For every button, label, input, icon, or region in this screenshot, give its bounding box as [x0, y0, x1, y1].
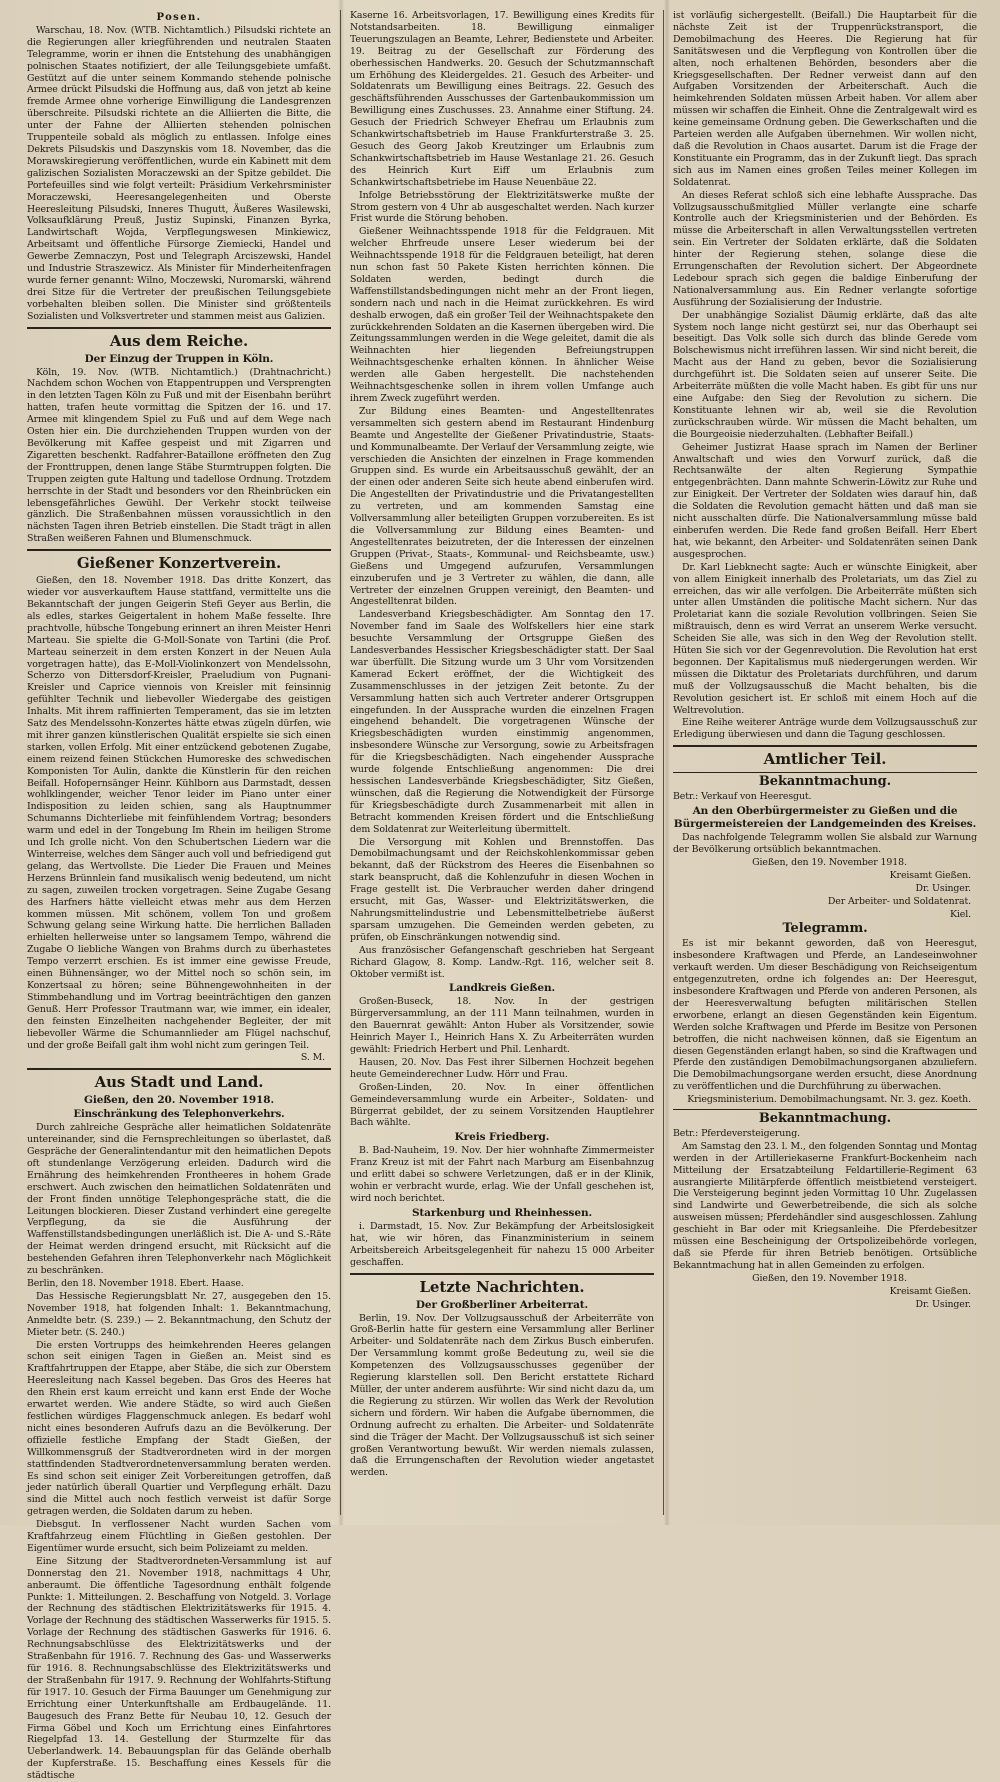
bekanntmachung-2-text: Am Samstag den 23. l. M., den folgenden Sonntag und Montag werden in der Artilleriekaserne Frankfurt-Bockenheim nach Mitteilung der Ersatzabteilung Feldartillerie-Regiment 63 ausrangierte Militärpferde öffentlich meistbietend versteigert. Die Versteigerung beginnt jeden Vormittag 10 Uhr. Zugelassen sind Landwirte und Gewerbetreibende, die sich als solche ausweisen müssen; Pferdehändler sind ausgeschlossen. Zahlung geschieht in Bar oder mit Kriegsanleihe. Die Pferdebesitzer müssen eine Bescheinigung der Ortspolizeibehörde vorlegen, daß sie Pferde für ihren Betrieb benötigen. Ortsübliche Bekanntmachung hat in allen Gemeinden zu erfolgen.	[673, 1140, 977, 1271]
telegramm-heading: Telegramm.	[782, 921, 868, 937]
column-1	[18, 10, 340, 1782]
divider	[673, 1109, 977, 1110]
schluss-article: Eine Reihe weiterer Anträge wurde dem Vollzugsausschuß zur Erledigung überwiesen und dann die Tagung geschlossen.	[673, 717, 977, 741]
kriegsbeschaedigte-article: Landesverband Kriegsbeschädigter. Am Sonntag den 17. November fand im Saale des Wolfskellers hier eine stark besuchte Versammlung der Ortsgruppe Gießen des Landesverbandes Hessischer Kriegsbeschädigter statt. Der Saal war überfüllt. Die Sitzung wurde um 3 Uhr vom Vorsitzenden Kamerad Eckert eröffnet, der die Wichtigkeit des Zusammenschlusses in der jetzigen Zeit betonte. Zu der Versammlung hatten sich auch Vertreter anderer Ortsgruppen eingefunden. In der Aussprache wurden die einzelnen Fragen eingehend behandelt. Die vorgetragenen Wünsche der Kriegsbeschädigten wurden einstimmig angenommen, insbesondere Wünsche zur Versorgung, sowie zu Arbeitsfragen für die Kriegsbeschädigten. Nach eingehender Aussprache wurde folgende Entschließung angenommen: Die drei hessischen Landesverbände Kriegsbeschädigter, Sitz Gießen, wünschen, daß die Regierung die Notwendigkeit der Fürsorge für Kriegsbeschädigte durch Zusammenarbeit mit allen in Betracht kommenden Kreisen fördert und die Entschließung dem Soldatenrat zur Weiterleitung übermittelt.	[350, 609, 654, 835]
divider	[27, 327, 331, 329]
koeln-article: Köln, 19. Nov. (WTB. Nichtamtlich.) (Drahtnachricht.) Nachdem schon Wochen von Etappentruppen und Versprengten in den letzten Tagen Köln zu Fuß und mit der Eisenbahn berührt hatten, trafen heute vormittag die Spitzen der 16. und 17. Armee mit klingendem Spiel zu Fuß und auf dem Wege nach Osten hier ein. Die durchziehenden Truppen wurden von der Bevölkerung mit Kaffee gespeist und mit Zigarren und Zigaretten beschenkt. Radfahrer-Bataillone eröffneten den Zug der Fronttruppen, denen lange Stäbe Sturmtruppen folgten. Die Truppen zeigten gute Haltung und tadellose Ordnung. Trotzdem herrschte in der Stadt und besonders vor den Rheinbrücken ein lebensgefährliches Gewühl. Der Verkehr stockt teilweise gänzlich. Die Straßenbahnen müssen voraussichtlich in den nächsten Tagen ihren Betrieb einstellen. Die Stadt trägt in allen Straßen weißeren Fahnen und Blumenschmuck.	[27, 366, 331, 545]
column-3	[663, 10, 986, 1515]
bekanntmachung-addressee: An den Oberbürgermeister zu Gießen und die Bürgermeistereien der Landgemeinden des Kreises.	[673, 805, 977, 831]
stadt-heading: Aus Stadt und Land.	[94, 1073, 264, 1092]
stadt-date: Gießen, den 20. November 1918.	[83, 1094, 275, 1107]
bekanntmachung-date: Gießen, den 19. November 1918.	[752, 856, 907, 868]
liebknecht-article: Dr. Karl Liebknecht sagte: Auch er wünschte Einigkeit, aber von allem Einigkeit innerhalb des Proletariats, um das Ziel zu erreichen, das wir alle verfolgen. Die Arbeiterräte müßten sich unter allen Umständen die politische Macht sichern. Nur das Proletariat kann die soziale Revolution vollbringen. Seien Sie mißtrauisch, denn es wird Verrat an unserem Werke versucht. Scheiden Sie alle, was sich in den Weg der Revolution stellt. Hüten Sie sich vor der Gegenrevolution. Die Revolution hat erst begonnen. Der Kapitalismus muß niedergerungen werden. Wir müssen die Diktatur des Proletariats durchführen, und darum muß der Vollzugsausschuß die Macht behalten, bis die Revolution gesichert ist. Er schloß mit einem Hoch auf die Weltrevolution.	[673, 561, 977, 716]
justizrat-article: Geheimer Justizrat Haase sprach im Namen der Berliner Anwaltschaft und wies den Vorwurf zurück, daß die Rechtsanwälte der alten Regierung Sympathie entgegenbrächten. Dann mahnte Schwerin-Löwitz zur Ruhe und zur Einigkeit. Der Vertreter der Soldaten wies darauf hin, daß die Soldaten die Revolution gemacht hätten und daß man sie nicht ausschalten dürfe. Die Nationalversammlung müsse bald einberufen werden. Die Rede fand großen Beifall. Herr Ebert hat, wie bekannt, den Arbeiter- und Soldatenräten seinen Dank ausgesprochen.	[673, 441, 977, 560]
bekanntmachung-2-betreff: Betr.: Pferdeversteigerung.	[673, 1127, 800, 1139]
arbeiterrat-subheading: Der Großberliner Arbeiterrat.	[415, 1298, 589, 1311]
daeumig-article: Der unabhängige Sozialist Däumig erklärte, daß das alte System noch lange nicht gestürzt sei, nur das Oberhaupt sei beseitigt. Das Volk solle sich durch das blinde Gerede vom Bolschewismus nicht irreführen lassen. Wir sind nicht bereit, die Macht aus der Hand zu geben, bevor die Sozialisierung durchgeführt ist. Die Soldaten seien auf unserer Seite. Die Arbeiterräte müßten die volle Macht haben. Es gibt für uns nur eine Aufgabe: den Sieg der Revolution zu sichern. Die Konstituante lehnen wir ab, weil sie die Revolution zurückschrauben würde. Wir müssen die Macht behalten, um die Bourgeoisie niederzuhalten. (Lebhafter Beifall.)	[673, 309, 977, 440]
posen-article: Warschau, 18. Nov. (WTB. Nichtamtlich.) Pilsudski richtete an die Regierungen aller kriegführenden und neutralen Staaten Telegramme, worin er ihnen die Entstehung des unabhängigen polnischen Staates notifiziert, der alle Teilungsgebiete umfaßt. Gestützt auf die unter seinem Kommando stehende polnische Armee drückt Pilsudski die Hoffnung aus, daß von jetzt ab keine fremde Armee ohne vorherige Einwilligung die Landesgrenzen überschreite. Pilsudski richtete an die Alliierten die Bitte, die unter der Fahne der Alliierten stehenden polnischen Truppenteile sobald als möglich zu entlassen. Infolge eines Dekrets Pilsudskis und Daszynskis vom 18. November, das die Morawskiregierung veröffentlichen, wurde ein Kabinett mit dem galizischen Sozialisten Moraczewski an der Spitze gebildet. Die Portefeuilles sind wie folgt verteilt: Präsidium Verkehrsminister Moraczewski, Heeresangelegenheiten und Oberste Heeresleitung Pilsudski, Inneres Thugutt, Äußeres Wasilewski, Volksaufklärung Preuß, Justiz Supinski, Finanzen Byrka, Landwirtschaft Wojda, Verpflegungswesen Minkiewicz, Arbeitsamt und öffentliche Fürsorge Ziemiecki, Handel und Gewerbe Zemnaczyn, Post und Telegraph Arciszewski, Handel und Industrie Straszewicz. Als Minister für Minderheitenfragen wurde ferner genannt: Wilno, Moczewski, Nuromarski, während drei Sitze für die Vertreter der preußischen Teilungsgebiete vorbehalten bleiben sollen. Die Minister sind größtenteils Sozialisten und Volksvertreter und stammen meist aus Galizien.	[27, 24, 331, 322]
telegramm-signature: Kriegsministerium. Demobilmachungsamt. Nr. 3. gez. Koeth.	[687, 1094, 971, 1106]
arbeiterrat-article: Berlin, 19. Nov. Der Vollzugsausschuß der Arbeiterräte von Groß-Berlin hatte für gestern eine Versammlung aller Berliner Arbeiter- und Soldatenräte nach dem Zirkus Busch einberufen. Der Versammlung kommt große Bedeutung zu, weil sie die Kompetenzen des Vollzugsausschusses gegenüber der Regierung klarstellen soll. Den Bericht erstattete Richard Müller, der unter anderem ausführte: Wir sind nicht dazu da, um die Regierung zu stürzen. Wir wollen das Werk der Revolution sichern und fördern. Wir haben die Aufgabe übernommen, die Ordnung aufrecht zu erhalten. Die Arbeiter- und Soldatenräte sind die Träger der Macht. Der Vollzugsausschuß ist sich seiner großen Verantwortung bewußt. Wir werden niemals zulassen, daß die Errungenschaften der Revolution wieder angetastet werden.	[350, 1312, 654, 1479]
bekanntmachung-2-signatory: Dr. Usinger.	[915, 1298, 971, 1310]
telegramm-text: Es ist mir bekannt geworden, daß von Heeresgut, insbesondere Kraftwagen und Pferde, an Landeseinwohner verkauft werden. Um dieser Beschädigung von Reichseigentum entgegenzutreten, ordne ich folgendes an: Der Heeresgut, insbesondere Kraftwagen und Pferde von anderen Personen, als der Heeresverwaltung befugten militärischen Stellen erworbene, erlangt an diesen Gegenständen kein Eigentum. Werden solche Kraftwagen und Pferde im Besitze von Personen betroffen, die nicht nachweisen können, daß sie Eigentum an diesen Gegenständen erlangt haben, so sind die Kraftwagen und Pferde den zuständigen Demobilmachungsorganen abzuliefern. Die Demobilmachungsorgane werden ersucht, diese Anordnung zu veröffentlichen und die Durchführung zu überwachen.	[673, 938, 977, 1093]
reich-heading: Aus dem Reiche.	[109, 331, 249, 350]
beamtenrat-article: Zur Bildung eines Beamten- und Angestelltenrates versammelten sich gestern abend im Restaurant Hindenburg Beamte und Angestellte der Gießener Privatindustrie, Staats- und Kommunalbeamte. Der Verlauf der Versammlung zeigte, wie verschieden die Ansichten der einzelnen in Frage kommenden Gruppen sind. Es wurde ein Arbeitsausschuß gewählt, der an der einen oder anderen Seite sich heute abend einberufen wird. Die Angestellten der Privatindustrie und die Privatangestellten zu vertreten, und am kommenden Samstag eine Vollversammlung aller beteiligten Gruppen vorzubereiten. Es ist die Vollversammlung zur Bildung eines Beamten- und Angestelltenrates beizutreten, der die Interessen der einzelnen Gruppen (Privat-, Staats-, Kommunal- und Reichsbeamte, usw.) Gießens und Umgegend aufzurufen, Versammlungen einzuberufen und je 3 Vertreter zu wählen, die dann, alle Vertreter der einzelnen Gruppen vereinigt, den Beamten- und Angestelltenrat bilden.	[350, 405, 654, 608]
grossen-linden-article: Großen-Linden, 20. Nov. In einer öffentlichen Gemeindeversammlung wurde ein Arbeiter-, Soldaten- und Bürgerrat gebildet, der zu seinem Vorsitzenden Hauptlehrer Bach wählte.	[350, 1081, 654, 1129]
divider	[350, 1273, 654, 1275]
column-2	[340, 10, 663, 1515]
bekanntmachung-signatory: Dr. Usinger.	[915, 882, 971, 894]
hausen-article: Hausen, 20. Nov. Das Fest ihrer Silbernen Hochzeit begehen heute Gemeinderechner Ludw. Hörr und Frau.	[350, 1056, 654, 1080]
telefon-signature: Berlin, den 18. November 1918. Ebert. Haase.	[27, 1278, 244, 1289]
stadtverordneten-continued: Kaserne 16. Arbeitsvorlagen, 17. Bewilligung eines Kredits für Notstandsarbeiten. 18. Bewilligung einmaliger Teuerungszulagen an Beamte, Lehrer, Bedienstete und Arbeiter. 19. Beitrag zu der Gesellschaft zur Förderung des oberhessischen Handwerks. 20. Gesuch der Schutzmannschaft um Erhöhung des Kleidergeldes. 21. Gesuch des Arbeiter- und Soldatenrats um Bewilligung eines Beitrags. 22. Gesuch des geschäftsführenden Ausschusses der Gartenbaukommission um Bewilligung eines Zuschusses. 23. Annahme einer Stiftung. 24. Gesuch der Friedrich Schweyer Ehefrau um Erlaubnis zum Schankwirtschaftsbetrieb im Hause Frankfurterstraße 3. 25. Gesuch des Georg Jakob Kreutzinger um Erlaubnis zum Schankwirtschaftsbetrieb im Hause Westanlage 21. 26. Gesuch des Heinrich Kurt Eiff um Erlaubnis zum Schankwirtschaftsbetriebe im Hause Neuenbäue 22.	[350, 10, 654, 188]
gefangenschaft-article: Aus französischer Gefangenschaft geschrieben hat Sergeant Richard Glagow, 8. Komp. Landw.-Rgt. 116, welcher seit 8. Oktober vermißt ist.	[350, 944, 654, 980]
stadtverordneten-article: Eine Sitzung der Stadtverordneten-Versammlung ist auf Donnerstag den 21. November 1918, nachmittags 4 Uhr, anberaumt. Die öffentliche Tagesordnung enthält folgende Punkte: 1. Mitteilungen. 2. Beschaffung von Notgeld. 3. Vorlage der Rechnung des städtischen Elektrizitätswerks für 1915. 4. Vorlage der Rechnung des städtischen Wasserwerks für 1915. 5. Vorlage der Rechnung des städtischen Gaswerks für 1916. 6. Rechnungsabschlüsse des Elektrizitätswerks und der Straßenbahn für 1916. 7. Rechnung des Gas- und Wasserwerks für 1916. 8. Rechnungsabschlüsse des Elektrizitätswerks und der Straßenbahn für 1917. 9. Rechnung der Wohlfahrts-Stiftung für 1917. 10. Gesuch der Firma Bauunger um Genehmigung zur Errichtung einer Unterkunftshalle am Erdbaugelände. 11. Baugesuch des Franz Bette für Neubau 10, 12. Gesuch der Firma Göbel und Koch um Errichtung eines Einfahrtores Riegelpfad 13. 14. Gestellung der Sturmzelte für das Ueberlandwerk. 14. Bebauungsplan für das Gelände oberhalb der Kupferstraße. 15. Beschaffung eines Kessels für die städtische	[27, 1555, 331, 1782]
bekanntmachung-2-date: Gießen, den 19. November 1918.	[752, 1272, 907, 1284]
bekanntmachung-office: Kreisamt Gießen.	[889, 869, 971, 881]
diebsgut-article: Diebsgut. In verflossener Nacht wurden Sachen vom Kraftfahrzeug einem Flüchtling in Gießen gestohlen. Der Eigentümer wurde ersucht, sich beim Polizeiamt zu melden.	[27, 1519, 331, 1554]
soldatenrat-label: Der Arbeiter- und Soldatenrat.	[827, 895, 971, 907]
bekanntmachung-2-heading: Bekanntmachung.	[758, 1111, 892, 1127]
bekanntmachung-heading: Bekanntmachung.	[758, 774, 892, 790]
darmstadt-article: i. Darmstadt, 15. Nov. Zur Bekämpfung der Arbeitslosigkeit hat, wie wir hören, das Finanzministerium in seinem Arbeitsbereich Arbeitsgelegenheit für nahezu 15 000 Arbeiter geschaffen.	[350, 1220, 654, 1268]
weihnacht-article: Gießener Weihnachtsspende 1918 für die Feldgrauen. Mit welcher Ehrfreude unsere Leser wiederum bei der Weihnachtsspende 1918 für die Feldgrauen beteiligt, hat deren nun schon fast 50 Pakete Kisten herrichten können. Die Soldaten werden, bedingt durch die Waffenstillstandsbedingungen nicht mehr an der Front liegen, sondern nach und nach in die Heimat zurückkehren. Es wird deshalb erwogen, daß ein großer Teil der Weihnachtspakete den zurückkehrenden Soldaten an die Kasernen übergeben wird. Die Zeitungssammlungen werden in die Wege geleitet, damit die als Weihnachten hier liegenden Befreiungstruppen Weihnachtsgeschenke erhalten können. In ähnlicher Weise werden alle Gaben hergestellt. Die nachstehenden Weihnachtsgeschenke sollen in ihrem vollen Umfange auch ihrem Zweck zugeführt werden.	[350, 226, 654, 404]
koeln-subheading: Der Einzug der Truppen in Köln.	[84, 352, 274, 365]
konzert-article: Gießen, den 18. November 1918. Das dritte Konzert, das wieder vor ausverkauftem Hause stattfand, vermittelte uns die Bekanntschaft der jungen Geigerin Stefi Geyer aus Berlin, die als edles, starkes Geigertalent in hohem Maße fesselte. Ihre prachtvolle, hübsche Tongebung erinnert an ihren Meister Henri Marteau. Sie spielte die G-Moll-Sonate von Tartini (die Prof. Marteau seinerzeit in dem ersten Konzert in der Neuen Aula vorgetragen hatte), das E-Moll-Violinkonzert von Mendelssohn, Scherzo von Dittersdorf-Kreisler, Praeludium von Pugnani-Kreisler und Caprice viennois von Kreisler mit feinsinnig gefühlter Technik und liebevoller Wiedergabe des geistigen Inhalts. Mit ihrem raffinierten Temperament, das sie im letzten Satz des Mendelssohn-Konzertes hätte etwas zügeln dürfen, wie mit ihrer ganzen künstlerischen Qualität erspielte sie sich einen starken, vollen Erfolg. Mit einer entzückend gebotenen Zugabe, einem reizend feinen Stückchen Humoreske des schwedischen Komponisten Tor Aulin, dankte die Künstlerin für den reichen Beifall. Hofopernsänger Heinr. Kühlborn aus Darmstadt, dessen wohlklingender, weicher Tenor leider im Piano unter einer Indisposition zu leiden schien, sang als Hauptnummer Schumanns Dichterliebe mit feinfühlendem Vortrag; besonders warm und edel in der Tongebung Im Rhein im heiligen Strome und Ich grolle nicht. Von den Schubertschen Liedern war die Winterreise, welches dem Sänger auch voll und befriedigend gut gelang, das Wertvollste. Die Lieder Die Frauen und Meines Herzens Brünnlein fand musikalisch wenig bedeutend, um nicht zu sagen, zuweilen trocken vorgetragen. Seine Zugabe Gesang des Harfners hätte vielleicht etwas mehr aus dem Herzen kommen müssen. Mit schönem, vollem Ton und großem Schwung gelang seine Wirkung hatte. Die herrlichen Balladen erhielten hellerweise unter so langsamem Tempo, während die Zugabe O liebliche Wangen von Brahms durch zu überhastetes Tempo verzerrt erschien. Es ist immer eine gewisse Freude, einen Bühnensänger, wo der Mittel noch so schön sein, im Konzertsaal zu hören; seine Bühnengewohnheiten in der Stimmbehandlung und im Vortrag beeinträchtigen den ganzen Genuß. Herr Professor Trautmann war, wie immer, ein idealer, den feinsten Einzelheiten nachgehender Begleiter, der mit liebevoller Wärme die Schumannlieder am Flügel nachschuf, und der große Beifall galt ihm wohl nicht zum geringen Teil.	[27, 575, 331, 1051]
konzert-signature: S. M.	[300, 1052, 325, 1064]
bad-nauheim-article: B. Bad-Nauheim, 19. Nov. Der hier wohnhafte Zimmermeister Franz Kreuz ist mit der Fahrt nach Marburg am Eisenbahnzug und erlitt dabei so schwere Verletzungen, daß er in der Klinik, wohin er verbracht wurde, erlag. Wie der Unfall geschehen ist, wird noch berichtet.	[350, 1145, 654, 1204]
letzte-nachrichten-heading: Letzte Nachrichten.	[419, 1277, 585, 1296]
amtlicher-teil-heading: Amtlicher Teil.	[763, 750, 887, 769]
konzert-heading: Gießener Konzertverein.	[76, 554, 282, 573]
telefon-heading: Einschränkung des Telephonverkehrs.	[73, 1109, 285, 1121]
telefon-article: Durch zahlreiche Gespräche aller heimatlichen Soldatenräte untereinander, sind die Fernsprechleitungen so überlastet, daß Gespräche der Generalintendantur mit den heimatlichen Depots oft stundenlange Verzögerung erleiden. Dadurch wird die Ernährung des heimkehrenden Frontheeres in hohem Grade erschwert. Auch zwischen den heimatlichen Soldatenräten und der Front finden unnötige Telephongespräche statt, die die Leitungen blockieren. Dieser Zustand verhindert eine geregelte Verpflegung, da sie die Ausführung der Waffenstillstandsbedingungen unerläßlich ist. Die A- und S.-Räte der Heimat werden dringend ersucht, mit Rücksicht auf die bestehenden Gefahren ihren Telephonverkehr nach Möglichkeit zu beschränken.	[27, 1122, 331, 1277]
bekanntmachung-text: Das nachfolgende Telegramm wollen Sie alsbald zur Warnung der Bevölkerung ortsüblich bekanntmachen.	[673, 832, 977, 855]
posen-heading: Posen.	[156, 12, 202, 23]
soldatenrat-place: Kiel.	[949, 908, 971, 920]
columns	[18, 10, 986, 1782]
bekanntmachung-betreff: Betr.: Verkauf von Heeresgut.	[673, 791, 812, 803]
divider	[27, 549, 331, 551]
regierungsblatt-article: Das Hessische Regierungsblatt Nr. 27, ausgegeben den 15. November 1918, hat folgenden Inhalt: 1. Bekanntmachung, Anmeldte betr. (S. 239.) — 2. Bekanntmachung, den Schutz der Mieter betr. (S. 240.)	[27, 1290, 331, 1338]
divider	[673, 772, 977, 773]
bekanntmachung-2-office: Kreisamt Gießen.	[889, 1285, 971, 1297]
landkreis-heading: Landkreis Gießen.	[448, 982, 556, 995]
strom-article: Infolge Betriebsstörung der Elektrizitätswerke mußte der Strom gestern von 4 Uhr ab ausgeschaltet werden. Nach kurzer Frist wurde die Störung behoben.	[350, 189, 654, 225]
vortrupps-article: Die ersten Vortrupps des heimkehrenden Heeres gelangen schon seit einigen Tagen in Gießen an. Meist sind es Kraftfahrtruppen der Etappe, aber Stäbe, die sich zur Oberstem Heeresleitung nach Kassel begeben. Das Gros des Heeres hat den Rhein erst kaum erreicht und kann erst Ende der Woche erwartet werden. Wie andere Städte, so wird auch Gießen festlichen würdiges Flaggenschmuck anlegen. Es bedarf wohl nicht eines besonderen Aufrufs dazu an die Bevölkerung. Der offizielle festliche Empfang der Stadt Gießen, der Willkommensgruß der Stadtverordneten wird in der morgen stattfindenden Stadtverordnetenversammlung beraten werden. Es sind schon seit einiger Zeit Vorbereitungen getroffen, daß jeder natürlich überall Quartier und Verpflegung erhält. Dazu sind die Mittel auch noch festlich verweist ist dafür Sorge getragen werden, die Soldaten darum zu heben.	[27, 1339, 331, 1518]
friedberg-heading: Kreis Friedberg.	[454, 1131, 550, 1144]
grossen-buseck-article: Großen-Buseck, 18. Nov. In der gestrigen Bürgerversammlung, an der 111 Mann teilnahmen, wurden in den Bauernrat gewählt: Anton Huber als Vorsitzender, sowie Heinrich Mayer I., Heinrich Hans X. Zu Arbeiterräten wurden gewählt: Friedrich Herbert und Phil. Lenhardt.	[350, 996, 654, 1056]
kohlen-article: Die Versorgung mit Kohlen und Brennstoffen. Das Demobilmachungsamt und der Reichskohlenkommissar geben bekannt, daß der Rückstrom des Heeres die Eisenbahnen so stark beansprucht, daß die Kohlenzufuhr in diesen Wochen in Frage gestellt ist. Die Verbraucher werden daher dringend ersucht, mit Gas, Wasser- und Elektrizitätswerken, die Nahrungsmittelindustrie und Lebensmittelbetriebe äußerst sparsam umzugehen. Die Gemeinden werden gebeten, zu prüfen, ob Einschränkungen notwendig sind.	[350, 836, 654, 943]
starkenburg-heading: Starkenburg und Rheinhessen.	[411, 1206, 593, 1219]
aussprache-article: An dieses Referat schloß sich eine lebhafte Aussprache. Das Vollzugsausschußmitglied Müller verlangte eine scharfe Kontrolle auch der Kriegsministerien und der Behörden. Es müsse die Arbeiterschaft in allen Verwaltungsstellen vertreten sein. Ein Vertreter der Soldaten erklärte, daß die Soldaten hinter der Regierung stehen, solange diese die Errungenschaften der Revolution sichert. Der Abgeordnete Ledebour sprach sich gegen die baldige Einberufung der Nationalversammlung aus. Ein Redner verlangte sofortige Ausführung der Sozialisierung der Industrie.	[673, 189, 977, 308]
arbeiterrat-continued: ist vorläufig sichergestellt. (Beifall.) Die Hauptarbeit für die nächste Zeit ist der Truppenrückstransport, die Demobilmachung des Heeres. Die Regierung hat für Sanitätswesen und die Verpflegung von Kontrollen über die alten, noch erhaltenen Behörden, besonders aber die Kriegsgesellschaften. Der Redner verweist dann auf den Aufgaben Vorsitzenden der Arbeiterschaft. Auch die heimkehrenden Soldaten müssen Arbeit haben. Vor allem aber müssen wir schaffen die Einheit. Ohne die Zentralgewalt wird es keine gemeinsame Ordnung geben. Die Gewerkschaften und die Parteien werden alle Aufgaben übernehmen. Wir wollen nicht, daß die Revolution in Chaos ausartet. Darum ist die Frage der Konstituante ein Programm, das in der Zukunft liegt. Das sprach sich aus im Namen eines großen Teiles meiner Kollegen im Soldatenrat.	[673, 10, 977, 188]
divider	[27, 1068, 331, 1070]
divider	[673, 745, 977, 747]
